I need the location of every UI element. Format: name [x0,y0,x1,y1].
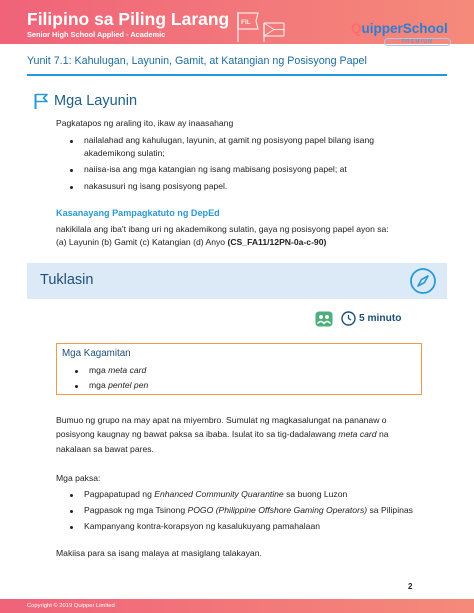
tuklasin-heading: Tuklasin [40,272,94,288]
objective-flag-icon [34,93,48,109]
objectives-intro: Pagkatapos ng araling ito, ikaw ay inaasahang [56,118,234,128]
group-work-icon [315,311,333,327]
melc-heading: Kasanayang Pampagkatuto ng DepEd [56,208,220,218]
clock-icon [341,311,356,326]
objectives-heading: Mga Layunin [54,93,138,109]
topic-item-1: Pagpapatupad ng Enhanced Community Quarantine sa buong Luzon [84,489,348,499]
bullet-marker [70,526,73,529]
subject-subtitle: Senior High School Applied - Academic [27,30,166,39]
closing-text: Makiisa para sa isang malaya at masiglang talakayan. [56,548,262,558]
compass-icon [409,267,437,295]
objective-item-1-cont: akademikong sulatin; [84,148,165,158]
bullet-marker [70,186,73,189]
title-divider [27,74,447,76]
instructions-line-3: nakalaan sa bawat pares. [56,444,154,454]
material-item-2: mga pentel pen [89,380,149,390]
melc-line-2: (a) Layunin (b) Gamit (c) Katangian (d) Anyo (CS_FA11/12PN-0a-c-90) [56,237,327,247]
logo-premium-badge: PREMIUM [384,38,451,46]
topics-heading: Mga paksa: [56,473,101,483]
melc-code: (CS_FA11/12PN-0a-c-90) [227,237,327,247]
copyright-text: Copyright © 2019 Quipper Limited [27,603,115,609]
quipper-school-logo [351,21,451,45]
fil-flag-icon [232,10,290,42]
instructions-line-1: Bumuo ng grupo na may apat na miyembro. Sumulat ng magkasalungat na pananaw o [56,415,387,425]
topic-item-2: Pagpasok ng mga Tsinong POGO (Philippine Offshore Gaming Operators) sa Pilipinas [84,505,413,515]
objective-item-2: naiisa-isa ang mga katangian ng isang mabisang posisyong papel; at [84,164,347,174]
subject-title: Filipino sa Piling Larang [27,9,230,29]
page-footer [0,599,474,613]
bullet-marker [70,510,73,513]
unit-title: Yunit 7.1: Kahulugan, Layunin, Gamit, at Katangian ng Posisyong Papel [27,55,367,67]
svg-text:FIL: FIL [241,19,251,26]
objective-item-1: nailalahad ang kahulugan, layunin, at gamit ng posisyong papel bilang isang [84,135,375,145]
activity-duration: 5 minuto [359,313,402,324]
materials-heading: Mga Kagamitan [62,348,131,359]
bullet-marker [70,140,73,143]
material-item-1: mga meta card [89,365,147,375]
objective-item-3: nakasusuri ng isang posisyong papel. [84,181,228,191]
instructions-line-2: posisyong kaugnay ng bawat paksa sa ibaba. Isulat ito sa tig-dadalawang meta card na [56,429,389,439]
topic-item-3: Kampanyang kontra-korapsyon ng kasalukuyang pamahalaan [84,521,321,531]
tuklasin-section-bar [27,263,447,299]
melc-line-1: nakikilala ang iba't ibang uri ng akademikong sulatin, gaya ng posisyong papel ayon sa: [56,224,389,234]
bullet-marker [70,169,73,172]
logo-wordmark: QuipperSchool [351,21,448,36]
page-number: 2 [408,582,413,591]
bullet-marker [70,494,73,497]
